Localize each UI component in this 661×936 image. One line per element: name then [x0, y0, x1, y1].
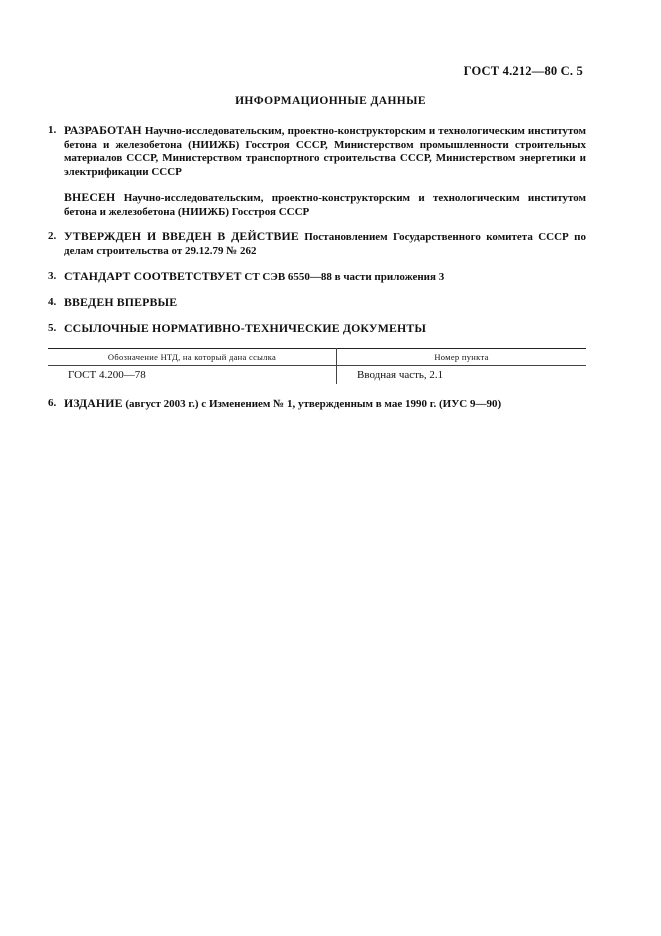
item-lead: ИЗДАНИЕ [64, 396, 123, 410]
item-lead: ВВЕДЕН ВПЕРВЫЕ [64, 295, 178, 309]
table-cell-document: ГОСТ 4.200—78 [48, 366, 337, 385]
section-title: ИНФОРМАЦИОННЫЕ ДАННЫЕ [235, 95, 426, 107]
item-4-first-introduced [48, 296, 586, 311]
item-number: 1. [48, 124, 57, 136]
item-1-developed [48, 124, 586, 179]
item-6-edition [48, 397, 586, 412]
column-header-clause: Номер пункта [337, 349, 587, 366]
item-number: 2. [48, 230, 57, 242]
item-number: 4. [48, 296, 57, 308]
item-text: Научно-исследовательским, проектно-конструкторским и технологическим институтом бетона и железобетона (НИИЖБ) Госстроя СССР [64, 192, 586, 218]
item-text: Постановлением Государственного комитета СССР по делам строительства от 29.12.79 № 262 [64, 231, 586, 257]
item-3-conformity [48, 270, 586, 285]
page-header-doc-ref: ГОСТ 4.212—80 С. 5 [463, 64, 583, 78]
item-number: 5. [48, 322, 57, 334]
table-row [48, 366, 586, 385]
item-lead: ССЫЛОЧНЫЕ НОРМАТИВНО-ТЕХНИЧЕСКИЕ ДОКУМЕНТЫ [64, 321, 427, 335]
item-text: Научно-исследовательским, проектно-конструкторским и технологическим институтом бетона и железобетона (НИИЖБ) Госстроя СССР, Министерством промышленности строительных материалов СССР, Министерством транспортного строительства СССР, Министерством энергетики и электрификации СССР [64, 125, 586, 178]
item-5-references [48, 322, 586, 337]
item-number: 3. [48, 270, 57, 282]
reference-table [48, 348, 586, 384]
item-text: СТ СЭВ 6550—88 в части приложения 3 [244, 271, 445, 283]
item-lead: ВНЕСЕН [64, 190, 116, 204]
item-text: (август 2003 г.) с Изменением № 1, утвержденным в мае 1990 г. (ИУС 9—90) [125, 398, 502, 410]
item-1-introduced [64, 191, 586, 219]
item-lead: РАЗРАБОТАН [64, 123, 142, 137]
item-2-approved [48, 230, 586, 258]
table-cell-clause: Вводная часть, 2.1 [357, 369, 444, 381]
item-lead: СТАНДАРТ СООТВЕТСТВУЕТ [64, 269, 242, 283]
item-lead: УТВЕРЖДЕН И ВВЕДЕН В ДЕЙСТВИЕ [64, 229, 299, 243]
table-header-row [48, 349, 586, 366]
column-header-document: Обозначение НТД, на который дана ссылка [48, 349, 337, 366]
item-number: 6. [48, 397, 57, 409]
